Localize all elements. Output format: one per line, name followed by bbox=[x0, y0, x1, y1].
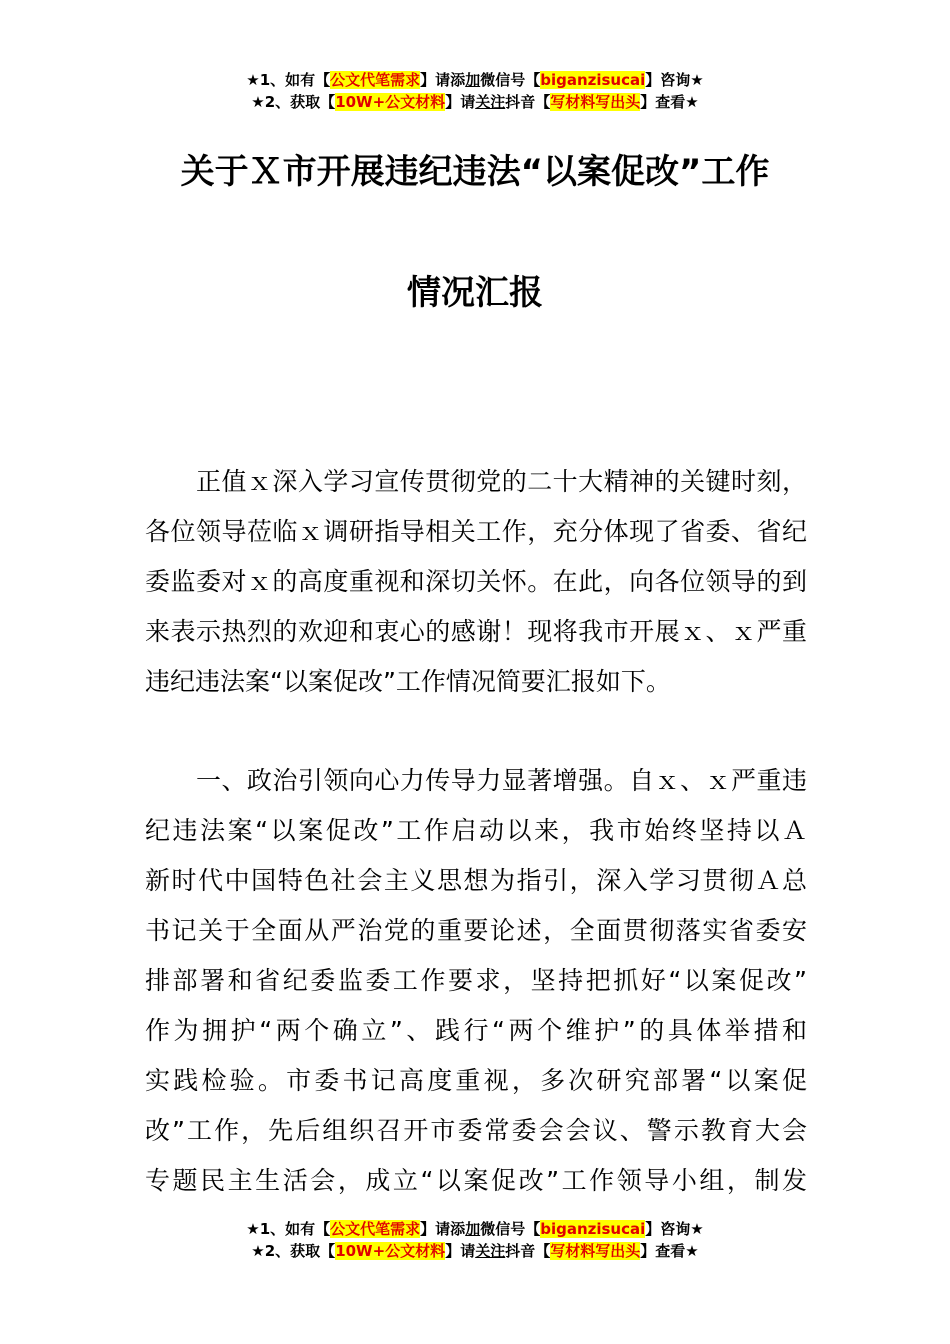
paragraph-line: 纪违法案“以案促改”工作启动以来，我市始终坚持以Ａ bbox=[145, 816, 807, 845]
paragraph-line: 正值ｘ深入学习宣传贯彻党的二十大精神的关键时刻， bbox=[145, 467, 807, 496]
promo-banner-bottom bbox=[0, 1218, 950, 1262]
promo-text: ★2、获取【 bbox=[251, 93, 336, 111]
promo-text: ★2、获取【 bbox=[251, 1242, 336, 1260]
document-title-continued: 情况汇报 bbox=[407, 273, 543, 313]
promo-line-1 bbox=[0, 69, 950, 91]
promo-highlight: 10W+公文材料 bbox=[335, 1242, 446, 1260]
promo-highlight: biganzisucai bbox=[540, 1220, 646, 1238]
promo-highlight: 写材料写出头 bbox=[550, 1242, 641, 1260]
paragraph-line: 改”工作，先后组织召开市委常委会会议、警示教育大会 bbox=[145, 1116, 807, 1145]
paragraph-line: 各位领导莅临ｘ调研指导相关工作，充分体现了省委、省纪 bbox=[145, 517, 807, 546]
promo-underline: 加 bbox=[465, 71, 481, 89]
promo-text: 】请 bbox=[445, 1242, 476, 1260]
promo-text: 】请 bbox=[445, 93, 476, 111]
promo-text: 抖音【 bbox=[505, 93, 551, 111]
promo-banner-top bbox=[0, 69, 950, 113]
paragraph-line: 委监委对ｘ的高度重视和深切关怀。在此，向各位领导的到 bbox=[145, 567, 807, 596]
paragraph-line: 新时代中国特色社会主义思想为指引，深入学习贯彻Ａ总 bbox=[145, 866, 807, 895]
promo-text: 】请添 bbox=[420, 71, 466, 89]
promo-line-2 bbox=[0, 91, 950, 113]
promo-text: 】咨询★ bbox=[645, 1220, 704, 1238]
paragraph-line: 违纪违法案“以案促改”工作情况简要汇报如下。 bbox=[145, 667, 671, 696]
promo-text: 】查看★ bbox=[640, 1242, 699, 1260]
document-title: 关于Ｘ市开展违纪违法“以案促改”工作 bbox=[180, 152, 770, 192]
promo-highlight: 公文代笔需求 bbox=[330, 71, 421, 89]
promo-text: 】咨询★ bbox=[645, 71, 704, 89]
paragraph-section-one bbox=[145, 756, 807, 1206]
promo-line-1 bbox=[0, 1218, 950, 1240]
promo-text: 微信号【 bbox=[480, 71, 541, 89]
paragraph-line: 作为拥护“两个确立”、践行“两个维护”的具体举措和 bbox=[145, 1016, 807, 1045]
paragraph-line: 专题民主生活会，成立“以案促改”工作领导小组，制发 bbox=[145, 1166, 807, 1195]
paragraph-line: 实践检验。市委书记高度重视，多次研究部署“以案促 bbox=[145, 1066, 807, 1095]
paragraph-line: 一、政治引领向心力传导力显著增强。自ｘ、ｘ严重违 bbox=[145, 766, 807, 795]
promo-highlight: 公文代笔需求 bbox=[330, 1220, 421, 1238]
paragraph-line: 排部署和省纪委监委工作要求，坚持把抓好“以案促改” bbox=[145, 966, 807, 995]
promo-text: ★1、如有【 bbox=[246, 71, 331, 89]
promo-line-2 bbox=[0, 1240, 950, 1262]
promo-text: ★1、如有【 bbox=[246, 1220, 331, 1238]
paragraph-line: 书记关于全面从严治党的重要论述，全面贯彻落实省委安 bbox=[145, 916, 807, 945]
promo-highlight: biganzisucai bbox=[540, 71, 646, 89]
promo-underline: 关注 bbox=[475, 93, 506, 111]
promo-underline: 加 bbox=[465, 1220, 481, 1238]
promo-text: 】请添 bbox=[420, 1220, 466, 1238]
paragraph-line: 来表示热烈的欢迎和衷心的感谢！现将我市开展ｘ、ｘ严重 bbox=[145, 617, 807, 646]
promo-highlight: 10W+公文材料 bbox=[335, 93, 446, 111]
promo-text: 抖音【 bbox=[505, 1242, 551, 1260]
promo-highlight: 写材料写出头 bbox=[550, 93, 641, 111]
promo-text: 】查看★ bbox=[640, 93, 699, 111]
promo-underline: 关注 bbox=[475, 1242, 506, 1260]
paragraph-intro bbox=[145, 457, 807, 707]
promo-text: 微信号【 bbox=[480, 1220, 541, 1238]
